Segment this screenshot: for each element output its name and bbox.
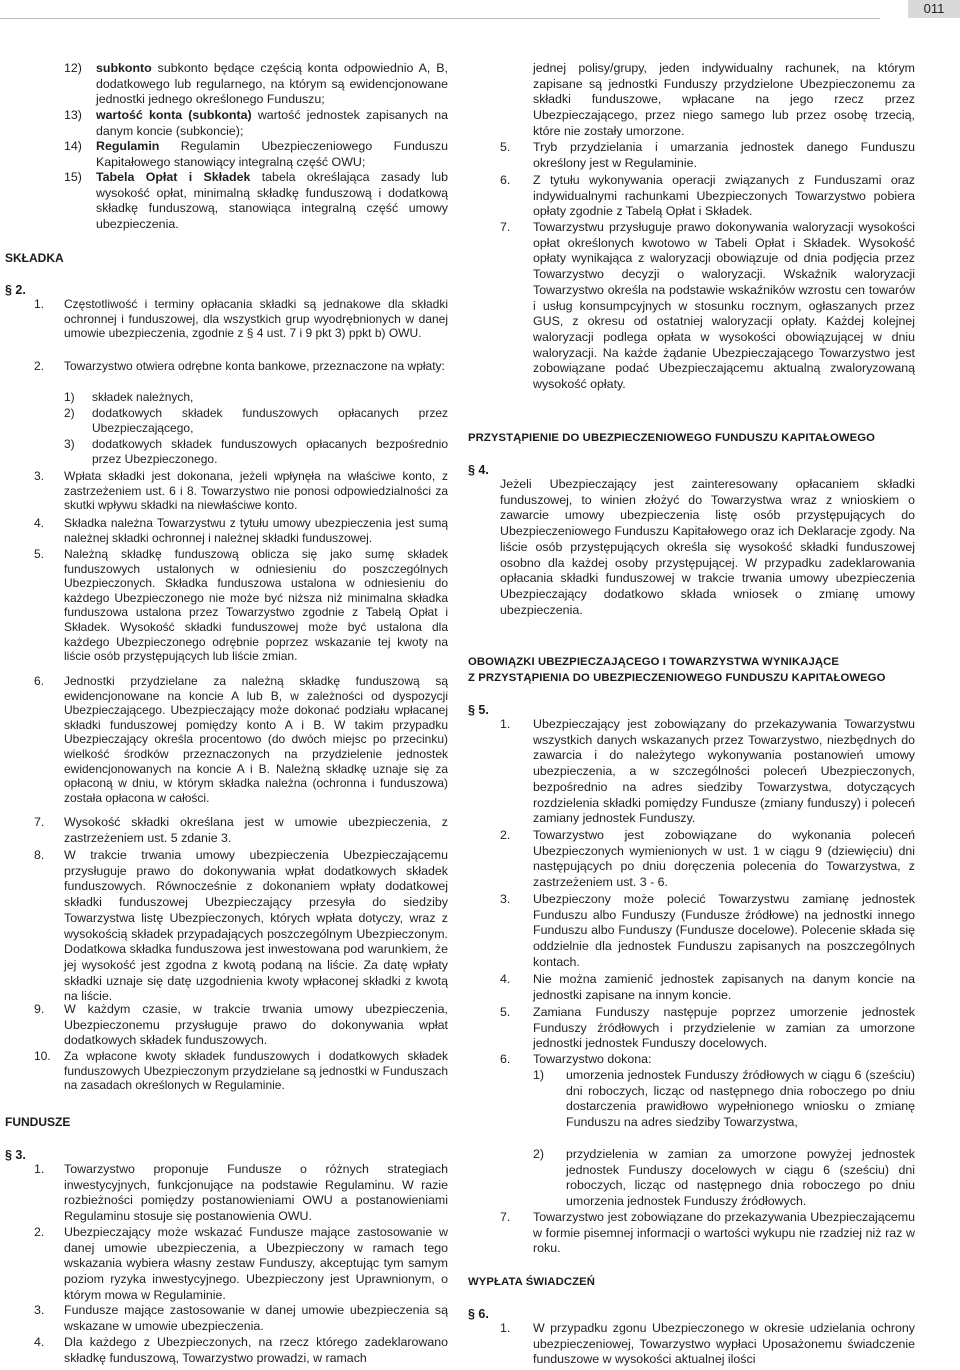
section-mark-6: § 6.: [468, 1307, 489, 1321]
section-mark-4: § 4.: [468, 463, 489, 477]
s2-item-2: 2. Towarzystwo otwiera odrębne konta bankowe, przeznaczone na wpłaty:: [34, 359, 445, 373]
s3-item-4: 4. Dla każdego z Ubezpieczonych, na rzecz którego zadeklarowano składkę funduszową, Towarzystwo prowadzi, w ramach: [34, 1335, 448, 1365]
page-header: [0, 0, 960, 18]
s2-item-1: 1. Częstotliwość i terminy opłacania składki są jednakowe dla składki ochronnej i funduszowej, dla wszystkich grup wyodrębnionych w danej umowie ubezpieczenia, zgodnie z § 4 ust. 7 i 9 pkt 3) ppkt b) OWU.: [34, 297, 448, 341]
s2-item-9: 9. W każdym czasie, w trakcie trwania umowy ubezpieczenia, Ubezpieczonemu przysługuje prawo do dokonywania wpłat dodatkowych składek funduszowych.: [34, 1002, 448, 1048]
s5-item-5: 5. Zamiana Funduszy następuje poprzez umorzenie jednostek Funduszy źródłowych i przydzielenie w zamian za umorzone jednostki jednostek Funduszy docelowych.: [500, 1005, 915, 1051]
section-title-fundusze: FUNDUSZE: [5, 1115, 71, 1129]
def-14: 14) Regulamin Regulamin Ubezpieczeniowego Funduszu Kapitałowego stanowiący integralną część OWU;: [64, 139, 448, 169]
s6-item-1: 1. W przypadku zgonu Ubezpieczonego w okresie udzielania ochrony ubezpieczeniowej, Towarzystwo wypłaci Uposażonemu świadczenie funduszowe w wysokości aktualnej ilości: [500, 1321, 915, 1367]
section-heading-5b: Z PRZYSTĄPIENIA DO UBEZPIECZENIOWEGO FUNDUSZU KAPITAŁOWEGO: [468, 672, 886, 684]
s5-item-4: 4. Nie można zamienić jednostek zapisanych na danym koncie na jednostki zapisane na innym koncie.: [500, 972, 915, 1002]
s5-item-2: 2. Towarzystwo jest zobowiązane do wykonania poleceń Ubezpieczonych wymienionych w ust. 1 w ciągu 9 (dziewięciu) dni następujących po dniu doręczenia polecenia do Towarzystwa, z zastrzeżeniem ust. 3 - 6.: [500, 828, 915, 890]
term: Tabela Opłat i Składek: [96, 170, 251, 184]
term: subkonto: [96, 61, 152, 75]
s3-item-5: 5. Tryb przydzielania i umarzania jednostek danego Funduszu określony jest w Regulaminie.: [500, 140, 915, 170]
s2-item-2-3: 3) dodatkowych składek funduszowych opłacanych bezpośrednio przez Ubezpieczonego.: [64, 437, 448, 466]
s2-item-3: 3. Wpłata składki jest dokonana, jeżeli wpłynęła na właściwe konto, z zastrzeżeniem ust. 6 i 8. Towarzystwo nie ponosi odpowiedzialności za skutki wpływu składki na niewłaściwe konto.: [34, 469, 448, 513]
s2-item-10: 10. Za wpłacone kwoty składek funduszowych i dodatkowych składek funduszowych Ubezpieczonym przydzielane są jednostki w Funduszach na zasadach określonych w Regulaminie.: [34, 1049, 448, 1093]
def-15: 15) Tabela Opłat i Składek tabela określająca zasady lub wysokość opłat, minimalną składkę funduszową i dodatkową składkę funduszową, stanowiąca integralną część umowy ubezpieczenia.: [64, 170, 449, 232]
s3-item-7: 7. Towarzystwu przysługuje prawo dokonywania waloryzacji wysokości opłat określonych kwotowo w Tabeli Opłat i Składek. Wysokość opłaty wynikająca z waloryzacji obowiązuje od dnia podjęcia przez Towarzystwo decyzji o waloryzacji. Wskaźnik waloryzacji Towarzystwo określa na podstawie wskaźników wzrostu cen towarów i usług konsumpcyjnych w stosunku rocznym, ogłaszanych przez GUS, z okresu od ostatniej waloryzacji opłaty. Każdej kolejnej waloryzacji podlega opłata w wysokości obowiązującej w dniu waloryzacji. Na każde żądanie Ubezpieczającego Towarzystwo jest zobowiązane podać Ubezpieczającemu aktualną zwaloryzowaną wysokość opłaty.: [500, 220, 915, 392]
section-mark-2: § 2.: [5, 283, 26, 297]
section-mark-5: § 5.: [468, 703, 489, 717]
section-mark-3: § 3.: [5, 1148, 26, 1162]
header-rule: [0, 0, 880, 19]
s5-item-6-1: 1) umorzenia jednostek Funduszy źródłowych w ciągu 6 (sześciu) dni roboczych, licząc od następnego dnia roboczego po dniu dostarczenia prawidłowo wypełnionego wniosku o zmianę Funduszu na adres siedziby Towarzystwa,: [533, 1068, 915, 1130]
s5-item-6-2: 2) przydzielenia w zamian za umorzone powyżej jednostek jednostek Funduszy docelowych w ciągu 6 (sześciu) dni roboczych, licząc od następnego dnia roboczego po dniu umorzenia jednostek Funduszy źródłowych.: [533, 1147, 915, 1209]
term: Regulamin: [96, 139, 160, 153]
s2-item-6: 6. Jednostki przydzielane za należną składkę funduszową są ewidencjonowane na koncie A lub B, w zależności od dyspozycji Ubezpieczającego. Ubezpieczający może dokonać podziału wpłacanej składki funduszowej pomiędzy konto A i B. W takim przypadku Ubezpieczający określa procentowo (do dwóch miejsc po przecinku) wielkość środków przeznaczonych na przydzielenie jednostek ewidencjonowanych na koncie A i B. Należną składkę uznaje się za opłaconą w dniu, w którym składka należna (ochronna i funduszowa) została opłacona w całości.: [34, 674, 448, 805]
s3-item-1: 1. Towarzystwo proponuje Fundusze o różnych strategiach inwestycyjnych, funkcjonujące na podstawie Regulaminu. W razie rozbieżności pomiędzy postanowieniami OWU a postanowieniami Regulaminu stosuje się postanowienia OWU.: [34, 1162, 448, 1224]
section-heading-6: WYPŁATA ŚWIADCZEŃ: [468, 1276, 595, 1288]
term: wartość konta (subkonta): [96, 108, 252, 122]
s4-text: Jeżeli Ubezpieczający jest zainteresowany opłacaniem składki funduszowej, to winien złożyć do Towarzystwa wraz z wnioskiem o zawarcie umowy ubezpieczenia listę osób przystępujących do Ubezpieczeniowego Funduszu Kapitałowego oraz ich Deklaracje zgody. Na liście osób przystępujących określa się wysokość składki funduszowej osobno dla każdej osoby przystępującej. W przypadku zadeklarowania opłacania składki funduszowej w trakcie trwania umowy ubezpieczenia Ubezpieczający dodatkowo składa wniosek o zmianę umowy ubezpieczenia.: [500, 477, 915, 617]
section-title-skladka: SKŁADKA: [5, 251, 64, 265]
s3-item-3: 3. Fundusze mające zastosowanie w danej umowie ubezpieczenia są wskazane w umowie ubezpieczenia.: [34, 1303, 448, 1333]
s2-item-2-2: 2) dodatkowych składek funduszowych opłacanych przez Ubezpieczającego,: [64, 406, 448, 435]
section-heading-4: PRZYSTĄPIENIE DO UBEZPIECZENIOWEGO FUNDUSZU KAPITAŁOWEGO: [468, 432, 876, 444]
section-heading-5a: OBOWIĄZKI UBEZPIECZAJĄCEGO I TOWARZYSTWA WYNIKAJĄCE: [468, 656, 840, 668]
def-13: 13) wartość konta (subkonta) wartość jednostek zapisanych na danym koncie (subkoncie);: [64, 108, 448, 138]
s5-item-7: 7. Towarzystwo jest zobowiązane do przekazywania Ubezpieczającemu w formie pisemnej informacji o wartości wykupu nie rzadziej niż raz w roku.: [500, 1210, 915, 1256]
s3-item-2: 2. Ubezpieczający może wskazać Fundusze mające zastosowanie w danej umowie ubezpieczenia, a Ubezpieczony w ramach tego wskazania wybiera własny zestaw Funduszy, akceptując tym samym poziom ryzyka inwestycyjnego. Ubezpieczony jest Uprawnionym, o którym mowa w Regulaminie.: [34, 1225, 448, 1302]
s5-item-3: 3. Ubezpieczony może polecić Towarzystwu zamianę jednostek Funduszu albo Funduszy (Fundusze źródłowe) na jednostki innego Funduszu albo Funduszy (Fundusze docelowe). Polecenie składa się oddzielnie dla jednostek Funduszu zapisanych na poszczególnych kontach.: [500, 892, 915, 969]
s5-item-1: 1. Ubezpieczający jest zobowiązany do przekazywania Towarzystwu wszystkich danych wskazanych przez Towarzystwo, niezbędnych do zawarcia i do należytego wykonywania postanowień umowy ubezpieczenia, a w szczególności poleceń Ubezpieczonych, bezpośrednio na adres siedziby Towarzystwa, dotyczących rozdzielenia składki pomiędzy Fundusze (zmiany funduszy) i poleceń zamiany jednostek Funduszy.: [500, 717, 915, 826]
s2-item-4: 4. Składka należna Towarzystwu z tytułu umowy ubezpieczenia jest sumą należnej składki ochronnej i należnej składki funduszowej.: [34, 516, 448, 545]
s2-item-7: 7. Wysokość składki określana jest w umowie ubezpieczenia, z zastrzeżeniem ust. 5 zdanie 3.: [34, 815, 448, 845]
def-12: 12) subkonto subkonto będące częścią konta odpowiednio A, B, dodatkowego lub regularnego, na którym są ewidencjonowane jednostki jednego określonego Funduszu;: [64, 61, 448, 107]
s3-item-6: 6. Z tytułu wykonywania operacji związanych z Funduszami oraz indywidualnymi rachunkami Ubezpieczonych Towarzystwo pobiera opłaty zgodnie z Tabelą Opłat i Składek.: [500, 173, 915, 219]
s2-item-8: 8. W trakcie trwania umowy ubezpieczenia Ubezpieczającemu przysługuje prawo do dokonywania wpłat dodatkowych składek funduszowych. Równocześnie z dokonaniem wpłaty dodatkowej składki funduszowej Ubezpieczający przesyła do siedziby Towarzystwa listę Ubezpieczonych, których wpłata dotyczy, wraz z wysokością składek przypadających poszczególnym Ubezpieczonym. Dodatkowa składka funduszowa jest inwestowana pod warunkiem, że jej wysokość jest zgodna z kwotą podaną na liście. Za datę wpłaty składki uznaje się datę uzgodnienia kwoty wpłaconej składki z kwotą na liście.: [34, 848, 448, 1004]
page-number: 011: [908, 0, 960, 18]
s2-item-5: 5. Należną składkę funduszową oblicza się jako sumę składek funduszowych ustalonych w odniesieniu do poszczególnych Ubezpieczonych. Składka funduszowa ustalona w odniesieniu do każdego Ubezpieczonego nie może być niższa niż minimalna składka funduszowa ustalona przez Towarzystwo zgodnie z Tabelą Opłat i Składek. Wysokość składki funduszowej może być ustalona dla każdego Ubezpieczonego odrębnie poprzez wskazanie tej kwoty na liście osób przystępujących lub liście zmian.: [34, 547, 448, 664]
s5-item-6: 6. Towarzystwo dokona:: [500, 1052, 652, 1066]
s3-item-4-continued: jednej polisy/grupy, jeden indywidualny rachunek, na którym zapisane są jednostki Funduszy przydzielone Ubezpieczonemu za składki funduszowe, wpłacane na jego rzecz przez Ubezpieczającego, przez niego samego lub przez osobę trzecią, które nie zostały umorzone.: [533, 61, 915, 138]
s2-item-2-1: 1) składek należnych,: [64, 390, 194, 404]
